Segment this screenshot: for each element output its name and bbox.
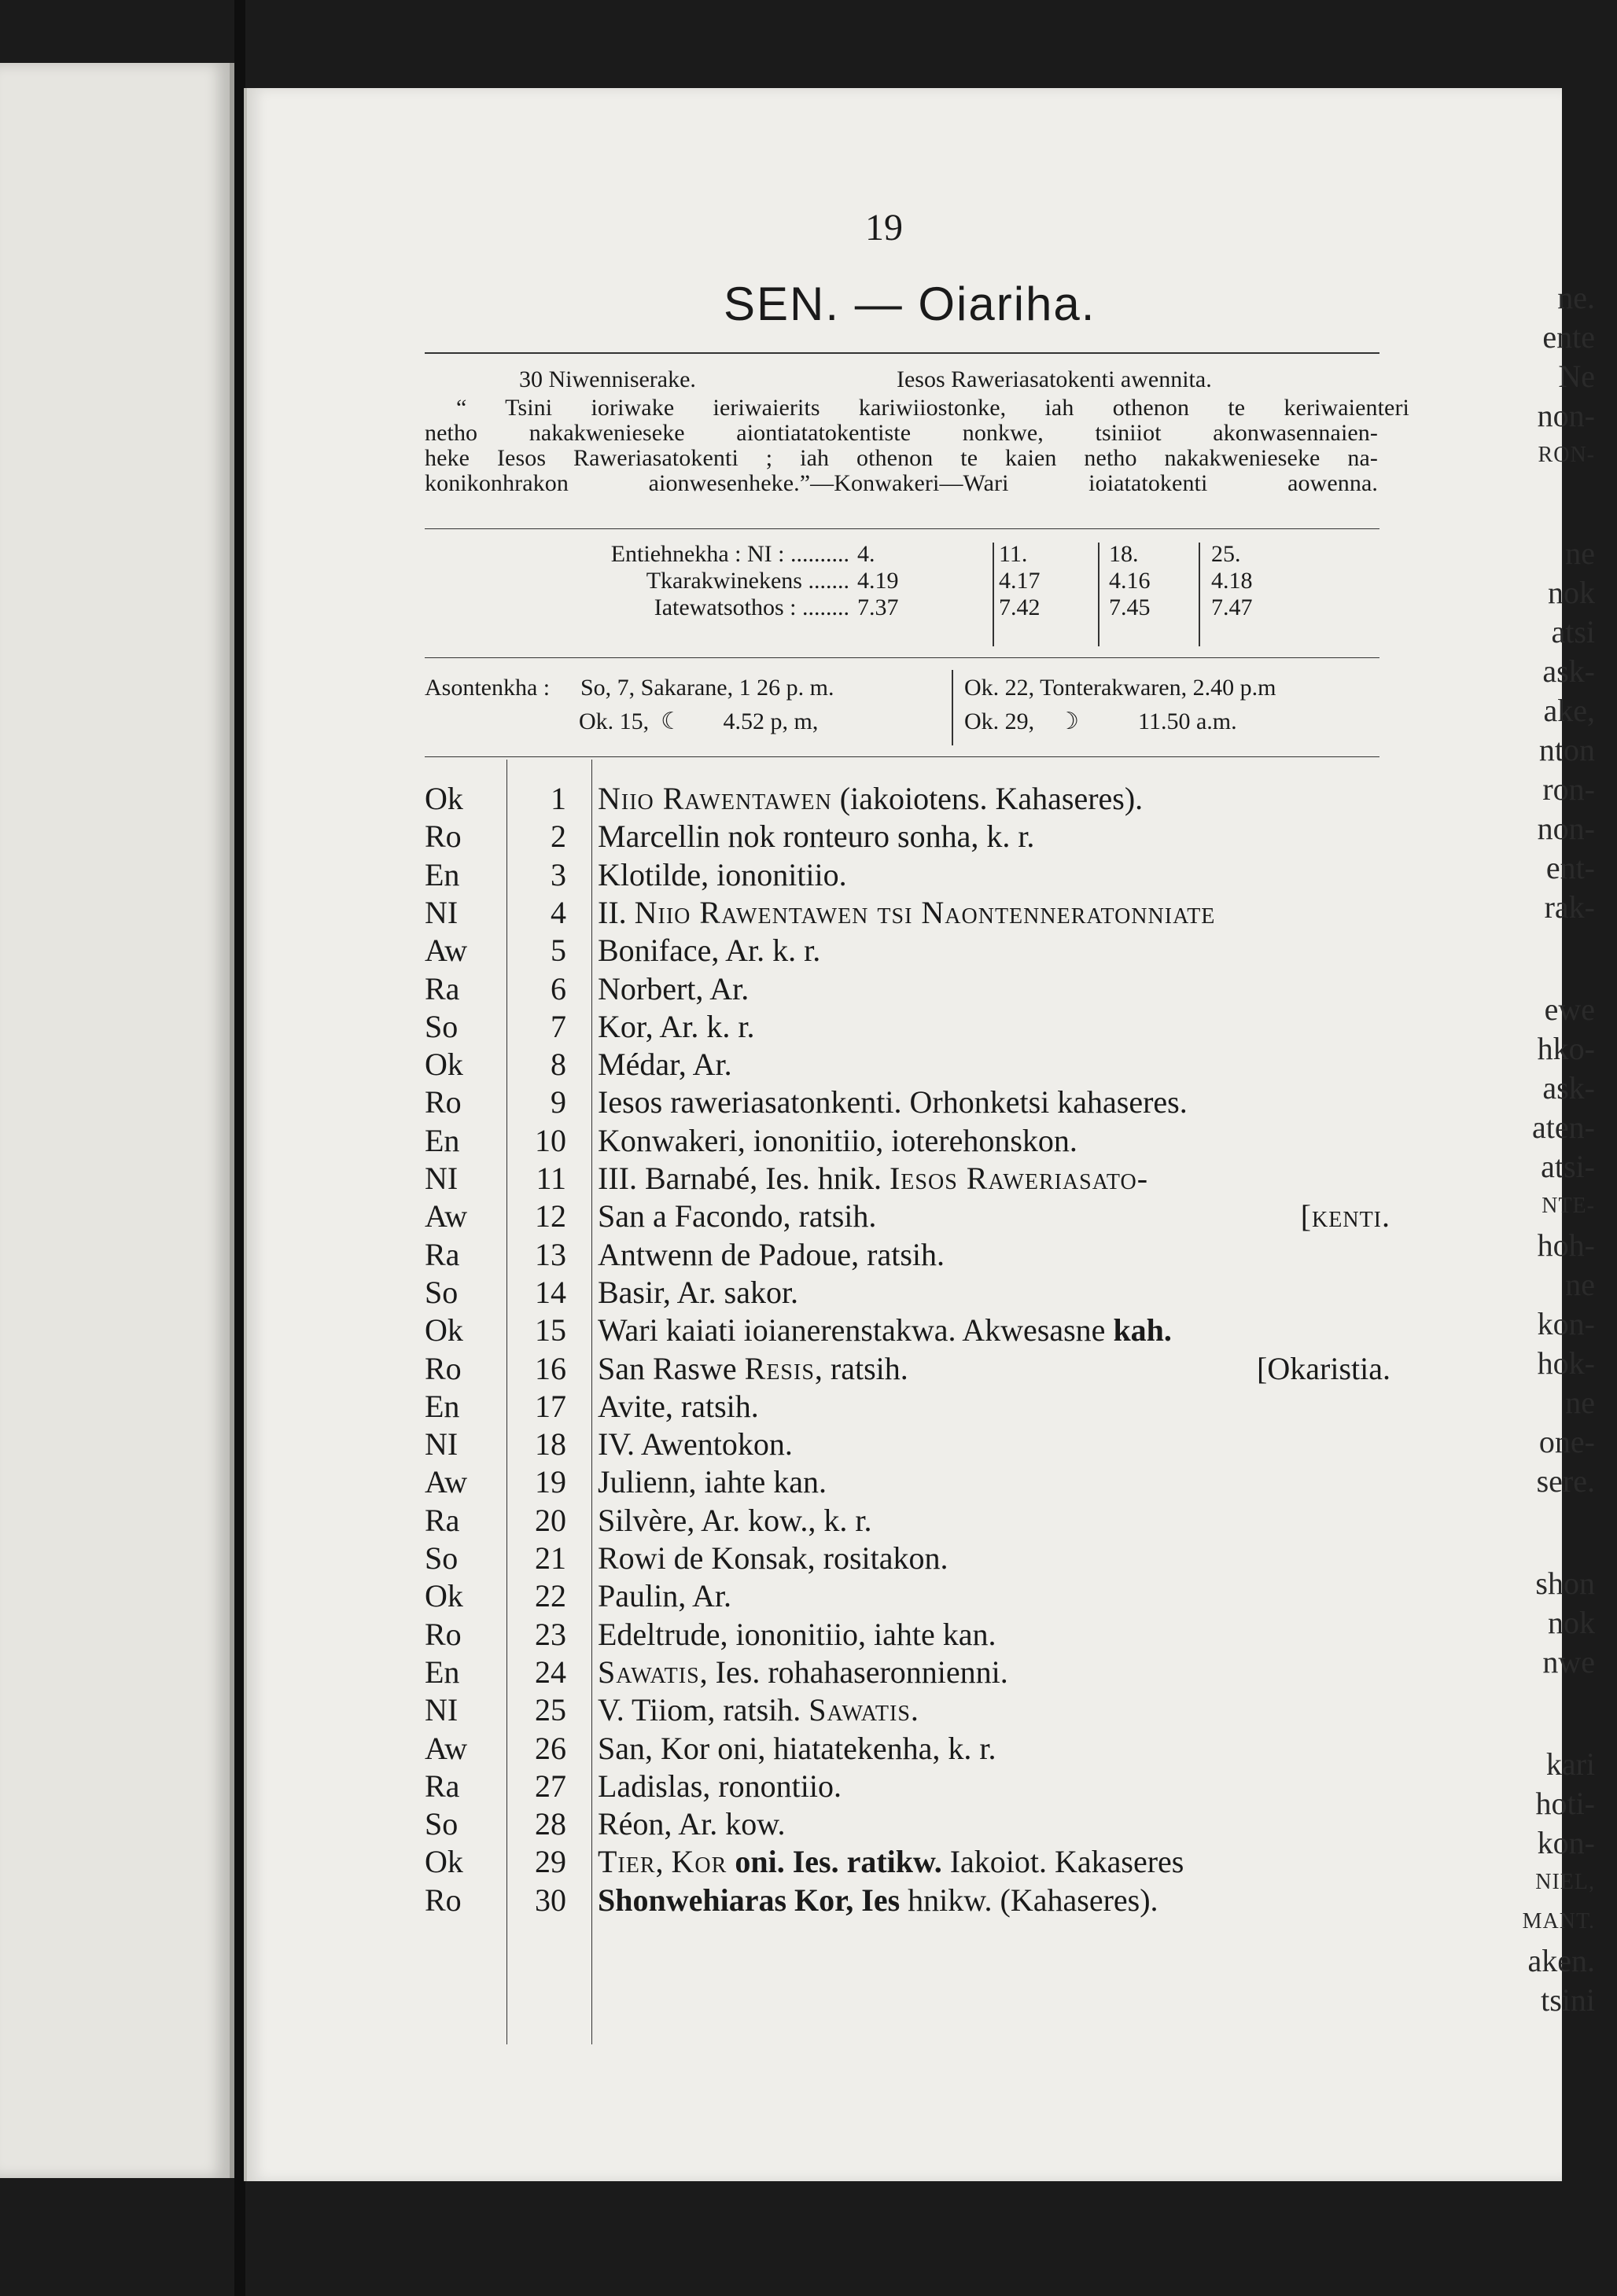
- calendar-entry-part: Klotilde, iononitiio.: [598, 856, 847, 892]
- calendar-day-abbr: En: [425, 856, 460, 892]
- left-page-line: nok: [1548, 575, 1595, 610]
- sun-table-divider: [993, 543, 994, 646]
- left-page-line: hok-: [1537, 1345, 1595, 1381]
- calendar-entry-part: IV. Awentokon.: [598, 1426, 793, 1463]
- calendar-entry-part: Norbert, Ar.: [598, 970, 750, 1006]
- sun-cell: 4.16: [1109, 568, 1151, 594]
- calendar-entry: [598, 1616, 996, 1653]
- left-page-line: RON-: [1538, 443, 1595, 467]
- sun-cell: 7.45: [1109, 594, 1151, 620]
- calendar-day-abbr: En: [425, 1122, 460, 1158]
- calendar-day-abbr: Ra: [425, 970, 460, 1006]
- calendar-day-number: 16: [535, 1350, 566, 1386]
- calendar-entry-part: Niio Rawentawen tsi Naontenneratonniate: [634, 894, 1216, 930]
- calendar-day-number: 11: [536, 1161, 566, 1196]
- calendar-entry-part: Iesos raweriasatonkenti. Orhonketsi kahaseres.: [598, 1084, 1188, 1120]
- calendar-day-abbr: Aw: [425, 1198, 468, 1234]
- calendar-entry: [598, 856, 847, 893]
- calendar-day-number: 3: [551, 856, 566, 892]
- calendar-entry: [598, 1236, 945, 1273]
- calendar-entry-part: Boniface, Ar. k. r.: [598, 933, 821, 969]
- calendar-entry-part: Iesos Raweriasato-: [889, 1161, 1149, 1196]
- calendar-day-number: 13: [535, 1236, 566, 1272]
- sun-cell: 25.: [1211, 541, 1241, 567]
- sun-cell: 18.: [1109, 541, 1139, 567]
- calendar-day-abbr: Ra: [425, 1768, 460, 1804]
- left-page-line: hoti-: [1535, 1786, 1595, 1821]
- sun-table-divider: [1098, 543, 1099, 646]
- sun-row-label: Tkarakwinekens .......: [646, 568, 849, 594]
- calendar-entry: [598, 1008, 755, 1045]
- calendar-entry-part: , ratsih.: [814, 1350, 908, 1386]
- calendar-entry-part: II.: [598, 894, 635, 930]
- calendar-entry: [598, 894, 1215, 931]
- calendar-day-abbr: Ro: [425, 1350, 462, 1386]
- calendar-entry: [598, 1730, 996, 1767]
- calendar-day-abbr: Ok: [425, 1047, 463, 1083]
- calendar-day-abbr: En: [425, 1654, 460, 1690]
- moon-right-2: Ok. 29, ☽ 11.50 a.m.: [964, 708, 1237, 734]
- epigraph-line: “ Tsini ioriwake ieriwaierits kariwiiostonke, iah othenon te keriwaienteri: [456, 395, 1409, 421]
- calendar-day-number: 29: [535, 1844, 566, 1880]
- calendar-entry: [598, 1274, 798, 1311]
- calendar-day-abbr: NI: [425, 1161, 459, 1196]
- calendar-day-abbr: Ra: [425, 1502, 460, 1538]
- page-heading: SEN. — Oiariha.: [724, 278, 1096, 330]
- calendar-entry: [598, 1312, 1172, 1349]
- calendar-day-number: 23: [535, 1616, 566, 1652]
- left-page-line: sere.: [1536, 1463, 1595, 1499]
- calendar-day-abbr: Ro: [425, 1084, 462, 1120]
- calendar-entry: [598, 780, 1143, 817]
- calendar-entry: [598, 1691, 919, 1728]
- calendar-day-number: 19: [535, 1464, 566, 1500]
- moon-label: Asontenkha :: [425, 675, 551, 701]
- calendar-day-number: 8: [551, 1047, 566, 1083]
- left-page-line: kon-: [1537, 1825, 1595, 1860]
- calendar-entry-part: Kor: [671, 1844, 727, 1880]
- calendar-day-number: 25: [535, 1692, 566, 1728]
- left-page-line: ron-: [1542, 771, 1595, 807]
- calendar-entry-part: Shonwehiaras Kor, Ies: [598, 1882, 901, 1918]
- calendar-day-abbr: So: [425, 1274, 459, 1310]
- calendar-entry-part: Médar, Ar.: [598, 1047, 732, 1083]
- left-page-line: shon: [1535, 1566, 1595, 1601]
- sun-cell: 7.37: [857, 594, 899, 620]
- calendar-entry: [598, 1502, 872, 1539]
- calendar-day-number: 5: [551, 933, 566, 969]
- calendar-entry-part: Basir, Ar. sakor.: [598, 1274, 799, 1310]
- calendar-entry-part: Rowi de Konsak, rositakon.: [598, 1540, 948, 1576]
- sun-cell: 7.47: [1211, 594, 1253, 620]
- left-page-line: non-: [1537, 398, 1595, 433]
- left-page-line: nton: [1538, 732, 1595, 767]
- left-page-line: Ne: [1558, 359, 1595, 394]
- calendar-day-number: 14: [535, 1274, 566, 1310]
- calendar-day-abbr: Ro: [425, 1882, 462, 1918]
- calendar-day-number: 24: [535, 1654, 566, 1690]
- left-page-line: ne: [1565, 535, 1595, 571]
- calendar-entry-part: Sawatis: [598, 1654, 700, 1690]
- calendar-day-number: 21: [535, 1540, 566, 1576]
- sun-cell: 4.: [857, 541, 875, 567]
- calendar-entry-part: ,: [655, 1844, 672, 1880]
- calendar-entry: [598, 932, 820, 969]
- calendar-day-number: 2: [551, 819, 566, 855]
- calendar-day-number: 10: [535, 1122, 566, 1158]
- calendar-day-abbr: Ok: [425, 1578, 463, 1614]
- calendar-day-number: 17: [535, 1388, 566, 1424]
- epigraph-rule: [425, 528, 1379, 529]
- calendar-entry: [598, 1122, 1077, 1159]
- calendar-day-abbr: NI: [425, 1692, 459, 1728]
- moon-right-1: Ok. 22, Tonterakwaren, 2.40 p.m: [964, 675, 1276, 701]
- calendar-day-abbr: Ro: [425, 819, 462, 855]
- calendar-entry: [598, 1046, 732, 1083]
- sun-cell: 4.17: [999, 568, 1041, 594]
- left-page-line: ask-: [1542, 653, 1595, 689]
- left-page-line: aten-: [1532, 1109, 1595, 1145]
- left-page-line: hko-: [1537, 1031, 1595, 1066]
- epigraph-line: heke Iesos Raweriasatokenti ; iah othenon te kaien netho nakakwenieseke na-: [425, 445, 1378, 471]
- calendar-entry: [598, 1388, 759, 1425]
- calendar-entry-part: hnikw. (Kahaseres).: [900, 1882, 1158, 1918]
- left-page-line: tsini: [1541, 1982, 1595, 2018]
- left-page-line: ente: [1542, 319, 1595, 355]
- calendar-day-number: 26: [535, 1730, 566, 1766]
- left-page-line: aken.: [1527, 1943, 1595, 1978]
- calendar-entry-part: Paulin, Ar.: [598, 1578, 732, 1614]
- calendar-entry: [598, 1540, 948, 1577]
- calendar-entry-part: Ladislas, ronontiio.: [598, 1768, 842, 1804]
- calendar-day-number: 28: [535, 1806, 566, 1842]
- calendar-rule: [425, 756, 1379, 757]
- sun-cell: 4.18: [1211, 568, 1253, 594]
- left-page-line: non-: [1537, 811, 1595, 846]
- calendar-entry-part: Julienn, iahte kan.: [598, 1464, 827, 1500]
- calendar-day-number: 30: [535, 1882, 566, 1918]
- calendar-entry: [598, 1882, 1158, 1919]
- calendar-entry-continuation: [Okaristia.: [1257, 1350, 1390, 1386]
- calendar-entry-part: Konwakeri, iononitiio, ioterehonskon.: [598, 1122, 1077, 1158]
- calendar-entry: [598, 1843, 1184, 1880]
- left-page-line: kari: [1545, 1746, 1595, 1782]
- calendar-entry-part: Resis: [744, 1350, 815, 1386]
- calendar-day-number: 4: [551, 894, 566, 930]
- moon-table-divider: [952, 670, 953, 745]
- epigraph-date: 30 Niwenniserake.: [519, 366, 696, 392]
- sun-row-label: Entiehnekha : NI : ..........: [610, 541, 849, 567]
- calendar-day-number: 12: [535, 1198, 566, 1234]
- epigraph-line: konikonhrakon aionwesenheke.”—Konwakeri—Wari ioiatatokenti aowenna.: [425, 470, 1378, 496]
- calendar-entry-part: Wari kaiati ioianerenstakwa. Akwesasne: [598, 1312, 1114, 1349]
- left-page-line: atsi-: [1541, 1149, 1595, 1184]
- calendar-day-number: 27: [535, 1768, 566, 1804]
- sun-table-divider: [1199, 543, 1200, 646]
- calendar-entry-part: III. Barnabé, Ies. hnik.: [598, 1161, 890, 1196]
- calendar-entry: [598, 1350, 908, 1387]
- left-page-line: ne: [1565, 1385, 1595, 1420]
- left-page-line: ent-: [1545, 850, 1595, 885]
- calendar-day-number: 15: [535, 1312, 566, 1349]
- calendar-day-abbr: NI: [425, 894, 459, 930]
- left-page-line: ewe: [1544, 992, 1595, 1027]
- left-page-line: one-: [1538, 1424, 1595, 1459]
- left-page-line: hoh-: [1537, 1227, 1595, 1263]
- calendar-entry-part: Avite, ratsih.: [598, 1388, 759, 1424]
- calendar-entry-part: Iakoiot. Kakaseres: [941, 1844, 1184, 1880]
- sun-cell: 4.19: [857, 568, 899, 594]
- page-number: 19: [865, 207, 903, 248]
- left-page-line: NIEL,: [1535, 1870, 1595, 1894]
- calendar-entry-part: Antwenn de Padoue, ratsih.: [598, 1236, 945, 1272]
- calendar-divider-2: [591, 760, 592, 2044]
- calendar-entry: [598, 1654, 1008, 1691]
- left-page-line: ne.: [1557, 280, 1595, 315]
- left-page-line: nwe: [1542, 1644, 1595, 1680]
- calendar-entry-part: kah.: [1113, 1312, 1172, 1349]
- calendar-entry-part: Silvère, Ar. kow., k. r.: [598, 1502, 872, 1538]
- left-page-line: MANT.: [1522, 1909, 1595, 1934]
- calendar-entry-part: San Raswe: [598, 1350, 745, 1386]
- calendar-day-abbr: Ro: [425, 1616, 462, 1652]
- calendar-entry-part: Kor, Ar. k. r.: [598, 1008, 755, 1044]
- left-page-line: ake,: [1543, 693, 1595, 728]
- calendar-day-abbr: Ra: [425, 1236, 460, 1272]
- calendar-entry-part: Sawatis.: [808, 1692, 919, 1728]
- calendar-entry: [598, 1577, 731, 1614]
- calendar-day-abbr: Ok: [425, 781, 463, 816]
- calendar-day-abbr: Ok: [425, 1312, 463, 1349]
- left-page: [0, 63, 234, 2178]
- calendar-entry: [598, 818, 1034, 855]
- calendar-day-abbr: So: [425, 1008, 459, 1044]
- calendar-entry: [598, 970, 749, 1007]
- calendar-entry-part: San a Facondo, ratsih.: [598, 1198, 877, 1234]
- sun-table-rule: [425, 657, 1379, 658]
- left-page-line: rak-: [1544, 889, 1595, 925]
- calendar-day-abbr: En: [425, 1388, 460, 1424]
- calendar-day-abbr: So: [425, 1806, 459, 1842]
- epigraph-feast: Iesos Raweriasatokenti awennita.: [897, 366, 1212, 392]
- sun-cell: 11.: [999, 541, 1028, 567]
- calendar-entry-part: V. Tiiom, ratsih.: [598, 1692, 809, 1728]
- calendar-entry-part: Edeltrude, iononitiio, iahte kan.: [598, 1616, 996, 1652]
- calendar-divider-1: [506, 760, 507, 2044]
- sun-row-label: Iatewatsothos : ........: [654, 594, 849, 620]
- calendar-entry: [598, 1463, 827, 1500]
- calendar-day-number: 9: [551, 1084, 566, 1120]
- left-page-line: atsi: [1551, 614, 1595, 649]
- calendar-day-abbr: Aw: [425, 1730, 468, 1766]
- calendar-entry-part: , Ies. rohahaseronnienni.: [699, 1654, 1008, 1690]
- calendar-entry-part: Niio Rawentawen: [598, 781, 832, 816]
- calendar-day-number: 1: [551, 781, 566, 816]
- left-page-line: ne: [1565, 1267, 1595, 1302]
- calendar-entry-part: (iakoiotens. Kahaseres).: [831, 781, 1144, 816]
- moon-left-1: So, 7, Sakarane, 1 26 p. m.: [580, 675, 834, 701]
- left-page-line: kon-: [1537, 1306, 1595, 1341]
- calendar-day-abbr: Aw: [425, 1464, 468, 1500]
- calendar-entry-continuation: [kenti.: [1300, 1198, 1390, 1234]
- calendar-entry-part: Marcellin nok ronteuro sonha, k. r.: [598, 819, 1035, 855]
- calendar-day-number: 20: [535, 1502, 566, 1538]
- calendar-entry: [598, 1805, 786, 1842]
- calendar-day-number: 6: [551, 970, 566, 1006]
- calendar-day-abbr: So: [425, 1540, 459, 1576]
- calendar-entry: [598, 1426, 793, 1463]
- calendar-day-abbr: Aw: [425, 933, 468, 969]
- left-page-line: NTE-: [1541, 1194, 1595, 1218]
- calendar-entry-part: Tier: [598, 1844, 656, 1880]
- calendar-entry: [598, 1084, 1188, 1120]
- calendar-entry-part: oni. Ies. ratikw.: [735, 1844, 942, 1880]
- calendar-entry-part: San, Kor oni, hiatatekenha, k. r.: [598, 1730, 996, 1766]
- calendar-day-abbr: NI: [425, 1426, 459, 1463]
- heading-rule: [425, 352, 1379, 354]
- moon-left-2: Ok. 15, ☾ 4.52 p, m,: [579, 708, 819, 734]
- calendar-entry-part: [727, 1844, 735, 1879]
- calendar-entry: [598, 1160, 1148, 1197]
- epigraph-line: netho nakakwenieseke aiontiatatokentiste nonkwe, tsiniiot akonwasennaien-: [425, 420, 1378, 446]
- calendar-day-number: 22: [535, 1578, 566, 1614]
- calendar-entry-part: Réon, Ar. kow.: [598, 1806, 786, 1842]
- calendar-day-number: 18: [535, 1426, 566, 1463]
- calendar-day-number: 7: [551, 1008, 566, 1044]
- left-page-line: nok: [1548, 1605, 1595, 1640]
- calendar-entry: [598, 1768, 842, 1805]
- left-page-line: ask-: [1542, 1070, 1595, 1106]
- sun-cell: 7.42: [999, 594, 1041, 620]
- calendar-entry: [598, 1198, 876, 1234]
- calendar-day-abbr: Ok: [425, 1844, 463, 1880]
